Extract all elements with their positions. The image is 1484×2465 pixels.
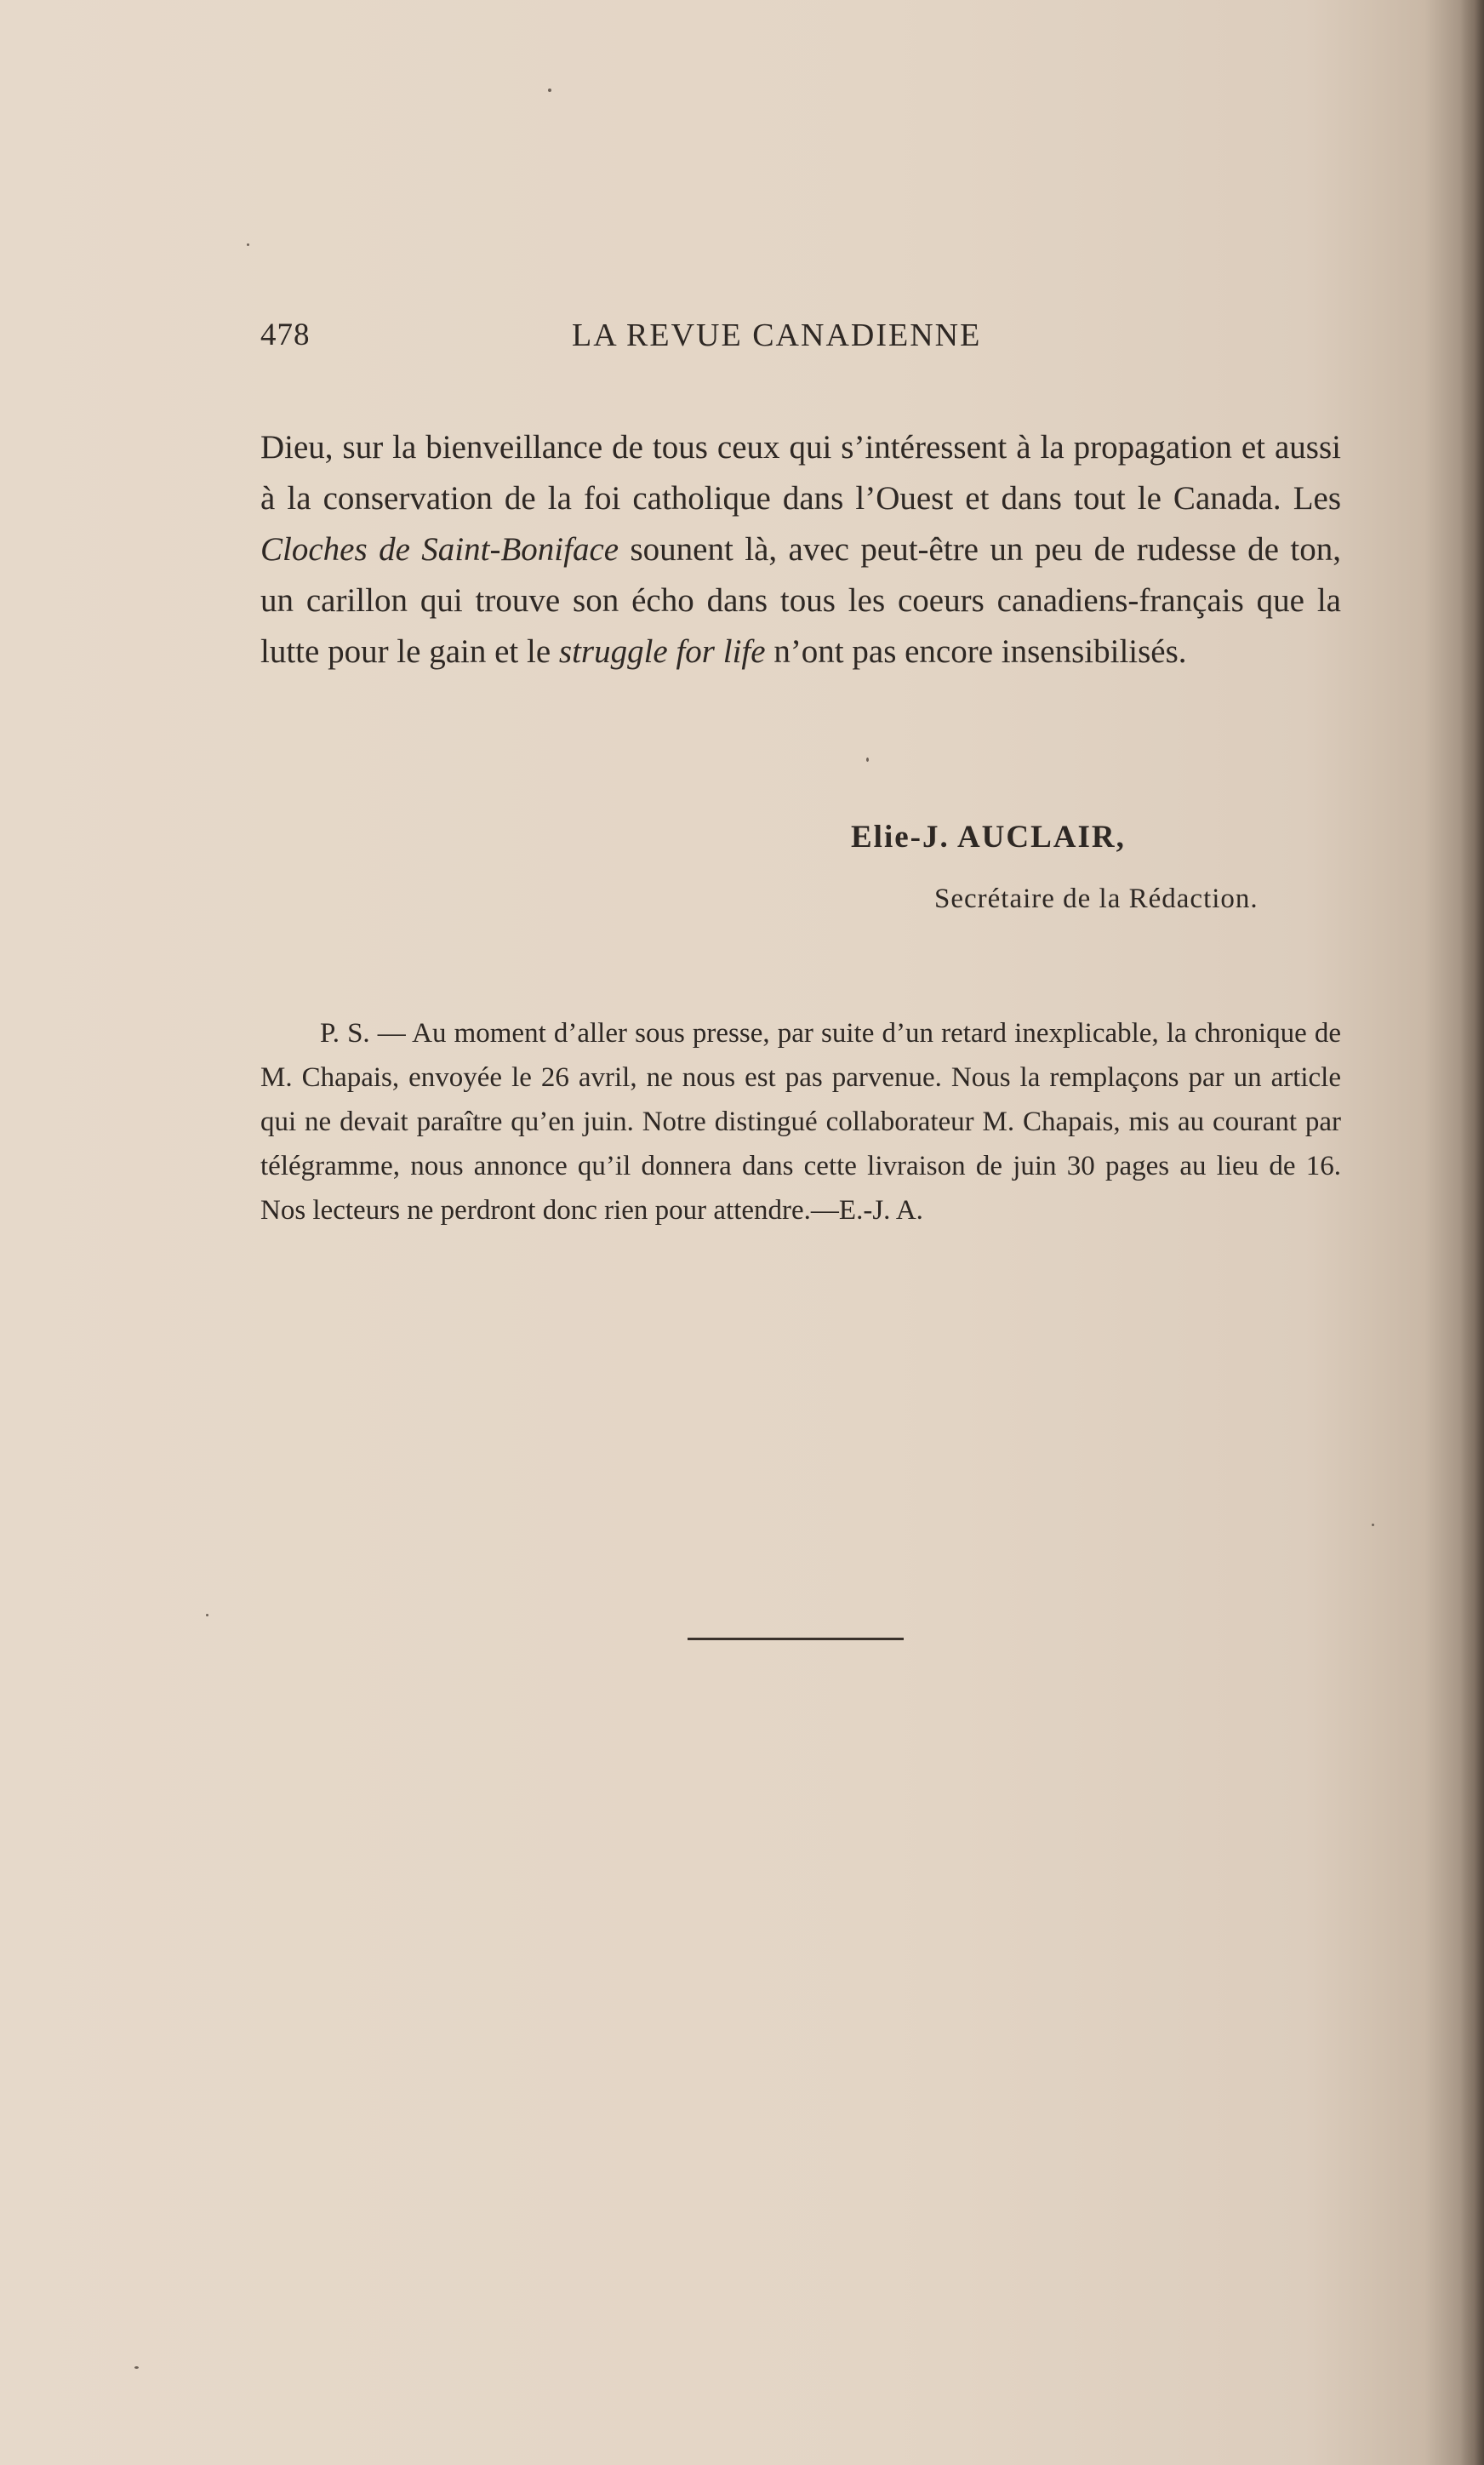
body-text-part2: sounent là, avec peut-être un peu de rudesse de ton, un carillon qui trouve son écho dans tous les coeurs canadiens-français que la lutte pour le gain et le <box>260 531 1341 670</box>
page-edge-shadow <box>1460 0 1484 2465</box>
paper-speck <box>247 243 249 246</box>
body-italic-phrase: struggle for life <box>558 633 766 670</box>
signature-title: Secrétaire de la Rédaction. <box>934 884 1259 914</box>
paper-speck <box>206 1614 208 1616</box>
page-number: 478 <box>260 317 311 352</box>
body-text-part1: Dieu, sur la bienveillance de tous ceux qui s’intéressent à la propagation et aussi à la conservation de la foi catholique dans l’Ouest et dans tout le Canada. Les <box>260 429 1341 517</box>
signature-name: Elie-J. AUCLAIR, <box>851 820 1126 855</box>
paper-speck <box>866 758 869 762</box>
body-italic-title: Cloches de Saint-Boniface <box>260 531 619 568</box>
body-paragraph <box>260 422 1341 678</box>
paper-speck <box>1372 1524 1374 1526</box>
paper-speck <box>548 89 551 92</box>
running-header <box>260 317 1043 359</box>
paper-speck <box>134 2366 139 2369</box>
body-text-part3: n’ont pas encore insensibilisés. <box>765 633 1187 670</box>
running-title: LA REVUE CANADIENNE <box>572 317 982 353</box>
section-divider-rule <box>688 1638 904 1640</box>
postscript-paragraph: P. S. — Au moment d’aller sous presse, par suite d’un retard inexplicable, la chronique de M. Chapais, envoyée le 26 avril, ne nous est pas parvenue. Nous la remplaçons par un article qui ne devait paraître qu’en juin. Notre distingué collaborateur M. Chapais, mis au courant par télégramme, nous annonce qu’il donnera dans cette livraison de juin 30 pages au lieu de 16. Nos lecteurs ne perdront donc rien pour attendre.—E.-J. A. <box>260 1018 1341 1226</box>
